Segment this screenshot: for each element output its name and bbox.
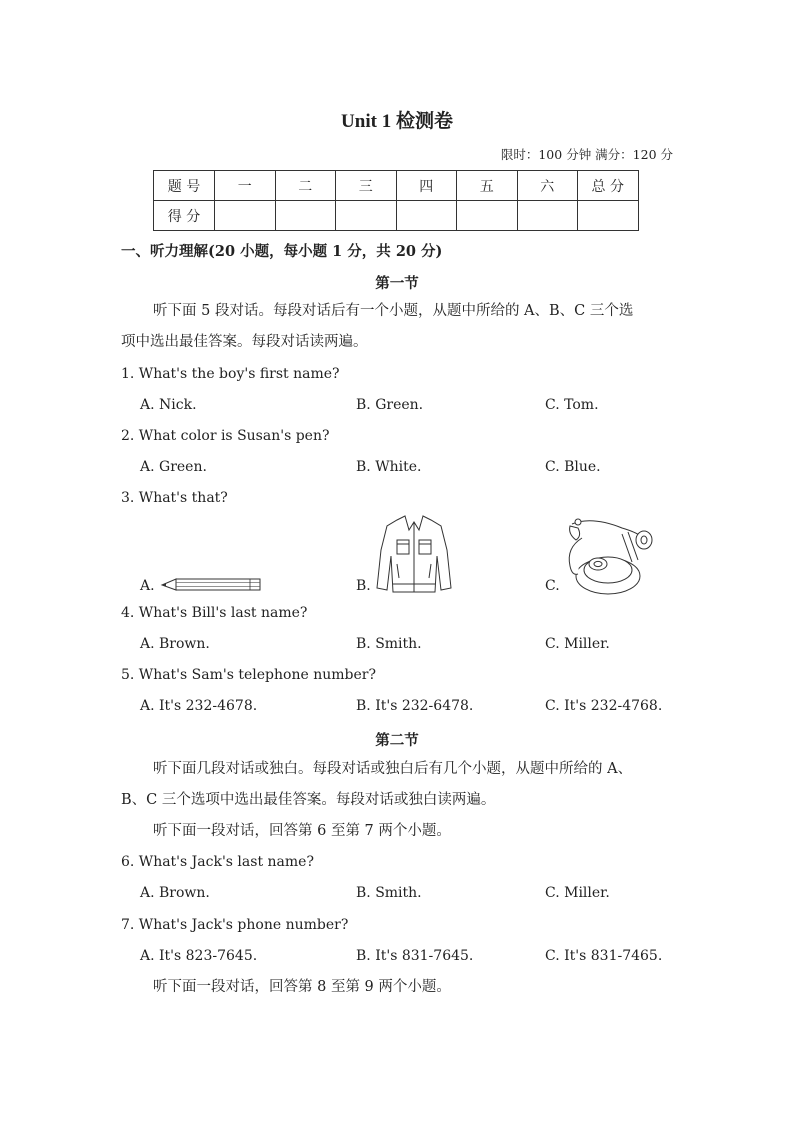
option-b[interactable]: B. White.	[356, 459, 422, 475]
table-cell: 五	[457, 171, 518, 201]
question-7: 7. What's Jack's phone number?	[121, 917, 349, 933]
score-table-header-row	[154, 171, 639, 201]
question-4: 4. What's Bill's last name?	[121, 605, 308, 621]
option-a[interactable]: A. Green.	[140, 459, 207, 475]
table-cell: 总 分	[578, 171, 639, 201]
option-b[interactable]: B. It's 831-7645.	[356, 948, 474, 964]
option-b[interactable]: B. It's 232-6478.	[356, 698, 474, 714]
option-b[interactable]: B.	[356, 578, 371, 594]
question-5: 5. What's Sam's telephone number?	[121, 667, 376, 683]
part2-instruction: 听下面几段对话或独白。每段对话或独白后有几个小题，从题中所给的 A、	[153, 761, 633, 777]
option-a[interactable]: A. It's 823-7645.	[140, 948, 258, 964]
part1-instruction-cont: 项中选出最佳答案。每段对话读两遍。	[121, 334, 368, 350]
option-a[interactable]: A. Brown.	[140, 885, 210, 901]
score-input-cell[interactable]	[457, 201, 518, 231]
part2-sub-instruction: 听下面一段对话，回答第 6 至第 7 两个小题。	[153, 823, 451, 839]
option-c[interactable]: C. Tom.	[545, 397, 599, 413]
part2-sub-instruction: 听下面一段对话，回答第 8 至第 9 两个小题。	[153, 979, 451, 995]
score-table	[153, 170, 639, 231]
part2-title: 第二节	[375, 732, 419, 749]
question-6: 6. What's Jack's last name?	[121, 854, 314, 870]
page-title: Unit 1 检测卷	[341, 111, 453, 132]
score-input-cell[interactable]	[396, 201, 457, 231]
table-cell: 得 分	[154, 201, 215, 231]
table-cell: 四	[396, 171, 457, 201]
option-a[interactable]: A. Brown.	[140, 636, 210, 652]
part1-instruction: 听下面 5 段对话。每段对话后有一个小题，从题中所给的 A、B、C 三个选	[153, 303, 634, 319]
option-b[interactable]: B. Smith.	[356, 636, 422, 652]
option-c[interactable]: C. Miller.	[545, 885, 610, 901]
question-1: 1. What's the boy's first name?	[121, 366, 340, 382]
time-score-info: 限时：100 分钟 满分：120 分	[500, 147, 673, 162]
table-cell: 一	[215, 171, 276, 201]
section-heading: 一、听力理解(20 小题，每小题 1 分，共 20 分)	[121, 243, 443, 260]
question-3: 3. What's that?	[121, 490, 228, 506]
score-input-cell[interactable]	[517, 201, 578, 231]
table-cell: 六	[517, 171, 578, 201]
option-a[interactable]: A.	[140, 578, 155, 594]
score-input-cell[interactable]	[275, 201, 336, 231]
option-b[interactable]: B. Smith.	[356, 885, 422, 901]
option-c[interactable]: C. It's 831-7465.	[545, 948, 663, 964]
score-input-cell[interactable]	[215, 201, 276, 231]
option-c[interactable]: C.	[545, 578, 560, 594]
jacket-icon[interactable]	[375, 514, 453, 596]
score-input-cell[interactable]	[578, 201, 639, 231]
table-cell: 题 号	[154, 171, 215, 201]
option-c[interactable]: C. Miller.	[545, 636, 610, 652]
score-input-cell[interactable]	[336, 201, 397, 231]
part2-instruction-cont: B、C 三个选项中选出最佳答案。每段对话或独白读两遍。	[121, 792, 496, 808]
question-2: 2. What color is Susan's pen?	[121, 428, 330, 444]
table-cell: 三	[336, 171, 397, 201]
option-b[interactable]: B. Green.	[356, 397, 424, 413]
option-c[interactable]: C. Blue.	[545, 459, 601, 475]
telephone-icon[interactable]	[562, 514, 658, 598]
part1-title: 第一节	[375, 275, 419, 292]
option-c[interactable]: C. It's 232-4768.	[545, 698, 663, 714]
pencil-icon[interactable]	[160, 574, 264, 594]
score-table-score-row	[154, 201, 639, 231]
table-cell: 二	[275, 171, 336, 201]
option-a[interactable]: A. It's 232-4678.	[140, 698, 258, 714]
option-a[interactable]: A. Nick.	[140, 397, 197, 413]
